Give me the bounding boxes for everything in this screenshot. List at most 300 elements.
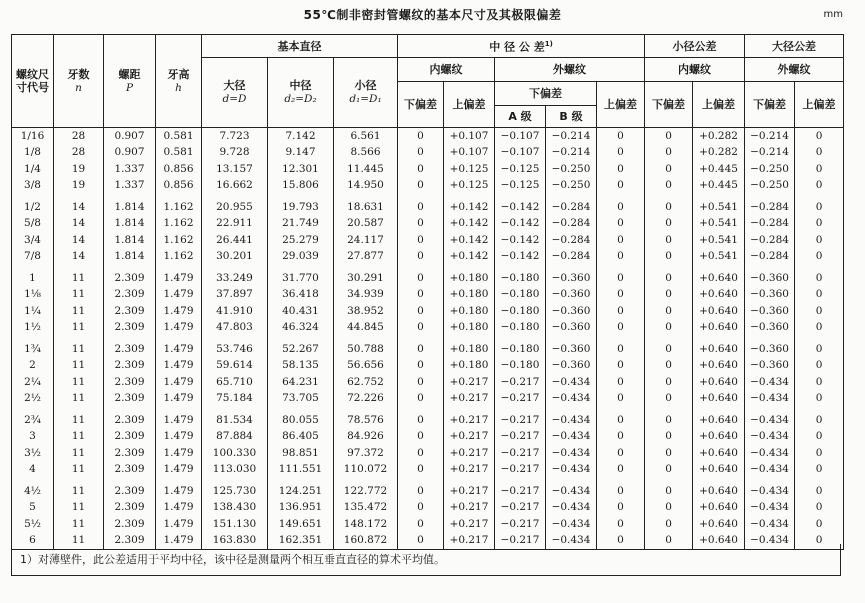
table-row [12,161,844,178]
table-cell: 0 [645,533,693,550]
table-cell: +0.180 [444,336,495,358]
table-cell: 162.351 [268,533,334,550]
table-cell: 1.479 [156,429,202,446]
table-cell: 160.872 [334,533,398,550]
table-cell: −0.180 [495,336,546,358]
table-cell: 11 [54,533,104,550]
table-cell: −0.214 [745,128,795,145]
table-cell: 1.479 [156,287,202,304]
table-cell: +0.217 [444,374,495,391]
table-cell: 0 [398,128,444,145]
table-cell: 2.309 [104,391,156,408]
table-cell: 0 [645,462,693,479]
table-cell: −0.360 [546,320,597,337]
table-cell: +0.180 [444,358,495,375]
table-cell: 0 [795,374,844,391]
table-cell: 110.072 [334,462,398,479]
table-cell: 0 [795,265,844,287]
table-cell: 1/4 [12,161,54,178]
table-cell: +0.217 [444,407,495,429]
table-cell: −0.180 [495,303,546,320]
table-cell: +0.180 [444,287,495,304]
table-cell: 2.309 [104,462,156,479]
header-upper-dev: 上偏差 [444,82,495,128]
table-cell: 0 [645,320,693,337]
table-cell: 0 [795,478,844,500]
table-cell: 0 [795,128,844,145]
table-cell: 46.324 [268,320,334,337]
table-cell: 2.309 [104,336,156,358]
table-cell: 5½ [12,516,54,533]
table-cell: 0 [398,500,444,517]
table-cell: 0 [597,478,645,500]
table-cell: +0.640 [693,407,745,429]
table-cell: +0.217 [444,429,495,446]
table-cell: −0.125 [495,161,546,178]
table-cell: 80.055 [268,407,334,429]
table-cell: −0.142 [495,249,546,266]
table-cell: 0 [795,249,844,266]
table-cell: 28 [54,128,104,145]
table-row [12,287,844,304]
table-row [12,320,844,337]
table-cell: −0.214 [546,128,597,145]
table-cell: 38.952 [334,303,398,320]
table-cell: −0.107 [495,145,546,162]
table-cell: 0 [597,161,645,178]
table-cell: −0.434 [546,429,597,446]
table-cell: +0.640 [693,287,745,304]
table-cell: +0.180 [444,265,495,287]
table-cell: 0.856 [156,178,202,195]
table-cell: 98.851 [268,445,334,462]
table-cell: 0 [795,145,844,162]
table-cell: +0.541 [693,194,745,216]
table-cell: −0.180 [495,320,546,337]
table-cell: 13.157 [202,161,268,178]
table-cell: 0 [795,303,844,320]
table-cell: 0 [795,178,844,195]
table-cell: 0 [597,287,645,304]
table-cell: 7.723 [202,128,268,145]
table-row [12,303,844,320]
header-pitch: 螺距 P [104,35,156,128]
table-cell: +0.142 [444,249,495,266]
table-cell: 11 [54,429,104,446]
table-row [12,429,844,446]
table-cell: 0 [597,145,645,162]
table-cell: 24.117 [334,232,398,249]
table-cell: 0 [645,216,693,233]
header-major-external: 外螺纹 [745,58,844,82]
table-cell: 11 [54,478,104,500]
table-cell: 1.479 [156,374,202,391]
table-cell: 27.877 [334,249,398,266]
table-cell: −0.217 [495,516,546,533]
table-cell: −0.434 [745,429,795,446]
table-cell: 0 [398,249,444,266]
table-cell: −0.250 [546,178,597,195]
table-row [12,391,844,408]
table-cell: −0.360 [745,265,795,287]
table-cell: 5 [12,500,54,517]
table-cell: 0 [795,358,844,375]
table-cell: +0.217 [444,391,495,408]
table-cell: −0.142 [495,216,546,233]
table-cell: +0.125 [444,178,495,195]
table-cell: 19 [54,161,104,178]
table-cell: 1.479 [156,445,202,462]
table-cell: −0.360 [745,320,795,337]
table-cell: 1.162 [156,194,202,216]
table-cell: 78.576 [334,407,398,429]
table-cell: 0 [645,232,693,249]
table-cell: −0.142 [495,194,546,216]
table-cell: +0.640 [693,516,745,533]
table-cell: 0 [398,391,444,408]
table-cell: 0 [398,336,444,358]
table-cell: 0 [398,478,444,500]
table-cell: 11 [54,516,104,533]
table-cell: 0 [597,178,645,195]
table-cell: 9.728 [202,145,268,162]
header-major-upper-dev: 上偏差 [795,82,844,128]
table-cell: 50.788 [334,336,398,358]
table-row [12,358,844,375]
table-cell: 0 [645,287,693,304]
table-cell: 18.631 [334,194,398,216]
table-cell: 0 [597,374,645,391]
table-cell: 34.939 [334,287,398,304]
table-cell: 86.405 [268,429,334,446]
table-cell: −0.360 [745,303,795,320]
table-cell: 58.135 [268,358,334,375]
table-cell: 124.251 [268,478,334,500]
table-cell: 3½ [12,445,54,462]
header-pitch-tolerance: 中 径 公 差$^{1)}$ [398,35,645,58]
table-cell: 0 [597,445,645,462]
table-cell: 0 [597,391,645,408]
table-cell: 64.231 [268,374,334,391]
table-cell: +0.107 [444,145,495,162]
table-cell: −0.125 [495,178,546,195]
table-cell: −0.434 [546,374,597,391]
table-cell: 19 [54,178,104,195]
table-cell: +0.217 [444,478,495,500]
table-cell: 0 [398,516,444,533]
header-pitch-internal: 内螺纹 [398,58,495,82]
table-cell: 14 [54,194,104,216]
table-cell: 0 [645,374,693,391]
table-cell: 1.479 [156,500,202,517]
table-cell: 11 [54,445,104,462]
table-cell: 0 [398,194,444,216]
table-cell: +0.541 [693,249,745,266]
table-cell: 30.201 [202,249,268,266]
table-cell: 11 [54,462,104,479]
table-row [12,445,844,462]
table-cell: 0 [597,462,645,479]
table-cell: 0 [645,161,693,178]
table-cell: +0.282 [693,145,745,162]
table-cell: 0 [398,358,444,375]
header-minor-lower-dev: 下偏差 [645,82,693,128]
table-cell: 111.551 [268,462,334,479]
table-cell: 11 [54,287,104,304]
table-cell: −0.360 [745,287,795,304]
table-cell: 1.337 [104,161,156,178]
table-cell: 0 [645,336,693,358]
table-cell: 59.614 [202,358,268,375]
table-cell: 1¼ [12,303,54,320]
table-cell: 65.710 [202,374,268,391]
table-cell: 0 [597,533,645,550]
header-minor-upper-dev: 上偏差 [693,82,745,128]
table-cell: 151.130 [202,516,268,533]
table-cell: 72.226 [334,391,398,408]
table-cell: 0 [795,194,844,216]
table-cell: 6 [12,533,54,550]
table-cell: 56.656 [334,358,398,375]
table-cell: +0.640 [693,320,745,337]
table-cell: 14 [54,216,104,233]
table-cell: +0.640 [693,445,745,462]
table-row [12,232,844,249]
table-cell: 125.730 [202,478,268,500]
table-cell: 97.372 [334,445,398,462]
table-cell: +0.640 [693,478,745,500]
header-pitch-diameter: 中径 d₂=D₂ [268,58,334,128]
table-cell: 1⅛ [12,287,54,304]
table-cell: 2.309 [104,500,156,517]
table-cell: 1.479 [156,358,202,375]
table-cell: −0.434 [745,516,795,533]
table-cell: 1.479 [156,391,202,408]
table-cell: +0.217 [444,445,495,462]
table-cell: 0 [398,145,444,162]
table-cell: 0 [645,128,693,145]
table-cell: 0.856 [156,161,202,178]
table-cell: 20.587 [334,216,398,233]
table-row [12,194,844,216]
table-row [12,516,844,533]
table-cell: −0.217 [495,407,546,429]
table-cell: 4 [12,462,54,479]
table-cell: 122.772 [334,478,398,500]
table-cell: 1¾ [12,336,54,358]
table-cell: 9.147 [268,145,334,162]
table-cell: 0 [398,303,444,320]
table-cell: 2¼ [12,374,54,391]
table-cell: −0.217 [495,391,546,408]
table-cell: 0 [398,533,444,550]
table-cell: 0 [645,249,693,266]
table-row [12,265,844,287]
table-cell: 138.430 [202,500,268,517]
table-cell: 0 [398,462,444,479]
table-cell: 12.301 [268,161,334,178]
table-cell: −0.217 [495,374,546,391]
table-cell: 30.291 [334,265,398,287]
table-cell: 0 [398,178,444,195]
table-cell: 0 [795,445,844,462]
table-cell: 0 [645,358,693,375]
header-grade-a: A 级 [495,106,546,128]
table-cell: +0.142 [444,194,495,216]
table-cell: 2½ [12,391,54,408]
header-ext-lower-dev: 下偏差 [495,82,597,106]
table-cell: 0.581 [156,128,202,145]
table-cell: 22.911 [202,216,268,233]
table-cell: 113.030 [202,462,268,479]
table-cell: 1½ [12,320,54,337]
table-cell: 0 [645,429,693,446]
table-cell: 4½ [12,478,54,500]
table-cell: 149.651 [268,516,334,533]
table-cell: −0.142 [495,232,546,249]
table-cell: 0 [597,358,645,375]
table-cell: −0.434 [546,407,597,429]
table-cell: 1/8 [12,145,54,162]
table-cell: 11.445 [334,161,398,178]
table-cell: −0.180 [495,358,546,375]
table-cell: 0 [645,391,693,408]
table-cell: 1.479 [156,533,202,550]
table-cell: −0.217 [495,500,546,517]
table-cell: 0 [795,232,844,249]
table-cell: 26.441 [202,232,268,249]
table-cell: 33.249 [202,265,268,287]
table-cell: +0.180 [444,320,495,337]
table-cell: +0.125 [444,161,495,178]
table-cell: 0 [795,320,844,337]
table-cell: −0.284 [745,216,795,233]
table-cell: 2.309 [104,374,156,391]
header-minor-tolerance: 小径公差 [645,35,745,58]
table-row [12,478,844,500]
table-cell: 11 [54,320,104,337]
table-cell: +0.445 [693,161,745,178]
table-cell: 0 [398,445,444,462]
table-cell: 1/16 [12,128,54,145]
table-cell: −0.217 [495,445,546,462]
table-cell: 0 [597,429,645,446]
table-cell: 0 [795,516,844,533]
table-cell: 11 [54,407,104,429]
table-cell: −0.434 [745,462,795,479]
table-cell: 0 [398,407,444,429]
table-cell: 0 [597,516,645,533]
header-teeth: 牙数 n [54,35,104,128]
table-cell: 1.479 [156,516,202,533]
table-cell: 14 [54,249,104,266]
table-cell: −0.360 [546,303,597,320]
table-cell: 37.897 [202,287,268,304]
table-cell: 11 [54,391,104,408]
table-cell: 0 [398,232,444,249]
table-cell: 20.955 [202,194,268,216]
table-cell: 2.309 [104,358,156,375]
table-cell: 1.479 [156,407,202,429]
table-cell: 0 [597,216,645,233]
table-cell: 53.746 [202,336,268,358]
table-cell: 5/8 [12,216,54,233]
table-cell: 84.926 [334,429,398,446]
table-cell: 2.309 [104,478,156,500]
table-cell: −0.360 [546,358,597,375]
table-cell: 0 [795,429,844,446]
table-cell: −0.434 [546,533,597,550]
table-cell: 0 [597,194,645,216]
table-cell: 2.309 [104,407,156,429]
table-cell: +0.142 [444,232,495,249]
table-cell: 0 [597,232,645,249]
table-cell: −0.250 [745,161,795,178]
table-cell: 1.814 [104,194,156,216]
table-cell: −0.250 [745,178,795,195]
table-cell: −0.284 [546,216,597,233]
table-row [12,128,844,145]
table-cell: 1.162 [156,232,202,249]
table-cell: 31.770 [268,265,334,287]
table-cell: +0.541 [693,232,745,249]
table-cell: 0 [645,478,693,500]
table-cell: 1.479 [156,336,202,358]
table-cell: 136.951 [268,500,334,517]
table-cell: 0.581 [156,145,202,162]
header-ext-upper-dev: 上偏差 [597,82,645,128]
table-cell: 0 [597,336,645,358]
table-row [12,336,844,358]
table-cell: 0 [398,429,444,446]
table-cell: 2.309 [104,287,156,304]
table-cell: −0.284 [546,249,597,266]
table-cell: 0 [795,500,844,517]
header-major: 大径 d=D [202,58,268,128]
header-major-tolerance: 大径公差 [745,35,844,58]
table-cell: 0 [645,178,693,195]
table-cell: −0.434 [546,478,597,500]
table-cell: 0 [795,533,844,550]
table-cell: 0 [597,265,645,287]
table-cell: +0.217 [444,516,495,533]
table-cell: 19.793 [268,194,334,216]
table-cell: 1/2 [12,194,54,216]
header-major-lower-dev: 下偏差 [745,82,795,128]
table-cell: −0.284 [546,232,597,249]
table-cell: +0.217 [444,533,495,550]
table-cell: 0.907 [104,145,156,162]
table-cell: 0 [398,216,444,233]
table-cell: 1.814 [104,216,156,233]
table-cell: −0.434 [745,478,795,500]
table-cell: 8.566 [334,145,398,162]
table-cell: −0.217 [495,533,546,550]
table-cell: +0.180 [444,303,495,320]
table-cell: 0 [398,320,444,337]
table-cell: 0 [795,407,844,429]
table-row [12,462,844,479]
table-cell: 75.184 [202,391,268,408]
header-minor: 小径 d₁=D₁ [334,58,398,128]
table-cell: 2.309 [104,265,156,287]
table-cell: −0.434 [546,445,597,462]
table-cell: −0.360 [745,358,795,375]
table-cell: +0.445 [693,178,745,195]
table-cell: 1.479 [156,462,202,479]
table-cell: 81.534 [202,407,268,429]
table-cell: 0.907 [104,128,156,145]
